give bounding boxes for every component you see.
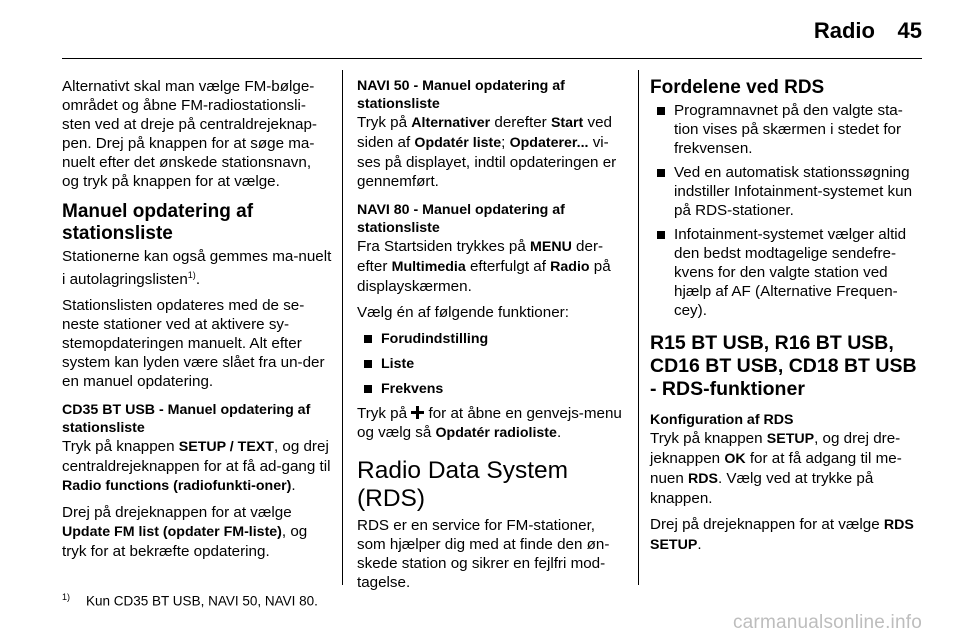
list-item: Liste: [357, 354, 622, 374]
rds-heading: Radio Data System (RDS): [357, 457, 569, 512]
bullet-icon: [364, 385, 372, 393]
footnote-text: Kun CD35 BT USB, NAVI 50, NAVI 80.: [86, 593, 318, 609]
bullet-icon: [657, 231, 665, 239]
column-2: [357, 77, 622, 599]
navi50-heading: NAVI 50 - Manuel opdatering af stationsliste: [357, 78, 565, 112]
rds-setup-paragraph: Drej på drejeknappen for at vælge RDS SETUP.: [650, 516, 914, 553]
choose-paragraph: Vælg én af følgende funktioner:: [357, 304, 569, 321]
navi80-paragraph: Fra Startsiden trykkes på MENU der-efter Multimedia efterfulgt af Radio på displayskærmen.: [357, 238, 611, 295]
list-item: Infotainment-systemet vælger altid den bedst modtagelige sendefre-kvens for den valgte station ved hjælp af AF (Alternative Frequen-cey).: [650, 225, 922, 320]
bullet-icon: [657, 107, 665, 115]
column-divider-2: [638, 70, 639, 585]
header-divider: [62, 58, 922, 59]
cd35-paragraph-1: Tryk på knappen SETUP / TEXT, og drej centraldrejeknappen for at få ad-gang til Radio functions (radiofunkti-oner).: [62, 438, 331, 495]
cd35-heading: CD35 BT USB - Manuel opdatering af stationsliste: [62, 402, 311, 437]
rds-config-paragraph: Tryk på knappen SETUP, og drej dre-jeknappen OK for at få adgang til me-nuen RDS. Vælg ved at trykke på knappen.: [650, 430, 902, 507]
bullet-icon: [657, 169, 665, 177]
rds-config-heading: Konfiguration af RDS: [650, 412, 794, 428]
list-item: Frekvens: [357, 379, 622, 399]
column-1: [62, 77, 332, 568]
cd35-paragraph-2: Drej på drejeknappen for at vælge Update FM list (opdater FM-liste), og tryk for at bekræfte opdatering.: [62, 504, 308, 561]
page-title: Radio: [813, 18, 875, 43]
manual-store-paragraph: Stationerne kan også gemmes ma-nuelt i autolagringslisten$^{1)}$.: [62, 248, 332, 289]
bullet-icon: [364, 360, 372, 368]
plus-icon: [411, 406, 424, 419]
shortcut-paragraph: Tryk på for at åbne en genvejs-menu og vælg så Opdatér radioliste.: [357, 405, 622, 441]
footnote-ref: 1): [187, 270, 196, 280]
models-heading: R15 BT USB, R16 BT USB, CD16 BT USB, CD18 BT USB - RDS-funktioner: [650, 332, 917, 400]
list-item: Forudindstilling: [357, 329, 622, 349]
bullet-icon: [364, 335, 372, 343]
function-options-list: [357, 329, 622, 399]
rds-advantages-heading: Fordelene ved RDS: [650, 77, 825, 98]
footnote: [62, 592, 318, 609]
list-item: Programnavnet på den valgte sta-tion vises på skærmen i stedet for frekvensen.: [650, 101, 922, 158]
column-divider-1: [342, 70, 343, 585]
page-number: 45: [897, 18, 922, 43]
navi50-paragraph: Tryk på Alternativer derefter Start ved siden af Opdatér liste; Opdaterer... vi-ses på displayet, indtil opdateringen er gennemført.: [357, 114, 617, 190]
watermark: carmanualsonline.info: [732, 612, 922, 633]
navi80-heading: NAVI 80 - Manuel opdatering af stationsliste: [357, 202, 565, 236]
advantages-list: [650, 101, 922, 320]
rds-paragraph: RDS er en service for FM-stationer, som hjælper dig med at finde den øn-skede station og sikrer en fejlfri mod-tagelse.: [357, 517, 610, 591]
column-3: [650, 77, 922, 562]
intro-paragraph: Alternativt skal man vælge FM-bølge-området og åbne FM-radiostationsli-sten ved at dreje på centraldrejeknap-pen. Drej på knappen for at søge ma-nuelt efter det ønskede stationsnavn, og tryk på knappen for at vælge.: [62, 78, 317, 190]
list-update-paragraph: Stationslisten opdateres med de se-neste stationer ved at aktivere sy-stemopdateringen manuelt. Alt efter system kan lyden være slået fra un-der en manuel opdatering.: [62, 297, 325, 391]
page-header: [0, 0, 960, 56]
footnote-mark: 1): [62, 592, 71, 602]
manual-update-heading: Manuel opdatering af stationsliste: [62, 201, 254, 244]
list-item: Ved en automatisk stationssøgning indstiller Infotainment-systemet kun på RDS-stationer.: [650, 163, 922, 220]
